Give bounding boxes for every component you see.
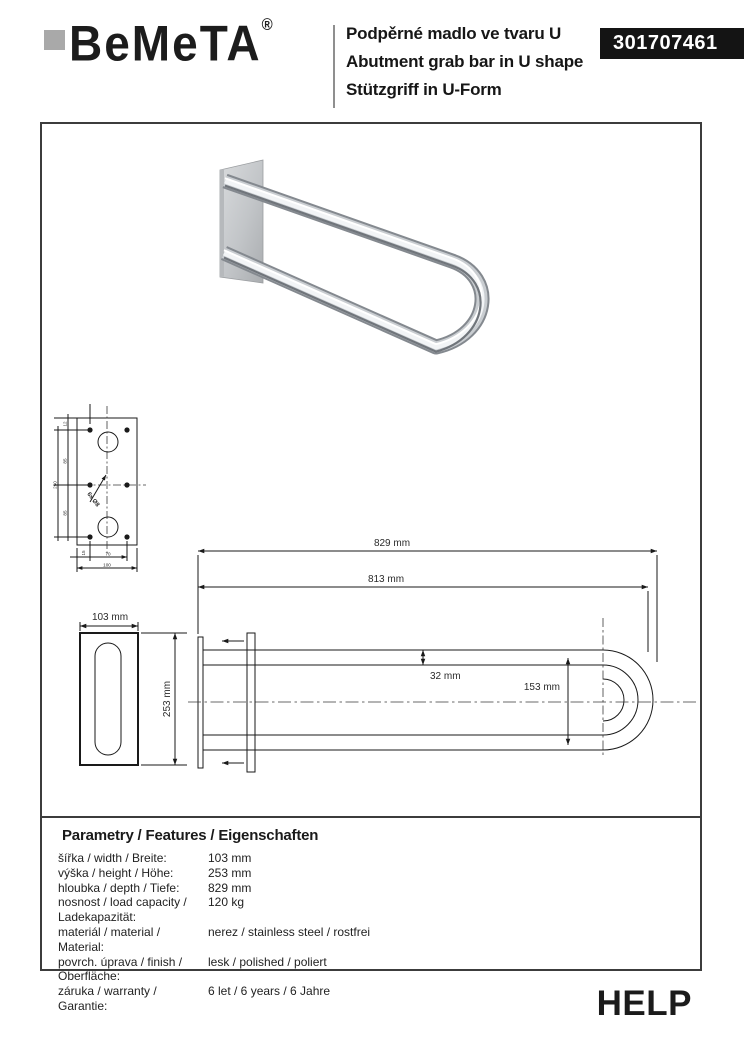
top-view-drawing: [185, 535, 702, 785]
plate-left-dimensions: [53, 404, 91, 541]
dim-gap-153: [524, 658, 568, 745]
table-row: [58, 866, 658, 881]
parameters-title: Parametry / Features / Eigenschaften: [62, 827, 319, 844]
param-label: nosnost / load capacity / Ladekapazität:: [58, 895, 187, 925]
plate-hole-callout: [85, 475, 106, 509]
plate-centerlines: [68, 406, 146, 556]
table-row: [58, 851, 658, 866]
product-code-badge: 301707461: [600, 28, 744, 59]
side-view-height-label: 253 mm: [162, 680, 173, 718]
table-row: [58, 955, 658, 985]
table-row: [58, 925, 658, 955]
dim-label-85-upper: 85: [62, 458, 68, 464]
parameters-divider: [40, 816, 702, 818]
parameters-table: [58, 851, 658, 1014]
side-view-width-label: 103 mm: [91, 612, 129, 623]
brand-logo: [69, 14, 273, 72]
param-value: 253 mm: [208, 865, 252, 880]
side-view-drawing: [52, 600, 188, 780]
product-titles: [346, 20, 583, 104]
table-row: [58, 895, 658, 925]
header-divider: [333, 25, 335, 108]
dim-label-12: 12: [62, 421, 68, 427]
top-view-flange: [198, 637, 203, 768]
param-label: šířka / width / Breite:: [58, 851, 167, 865]
param-value: 103 mm: [208, 851, 252, 865]
param-value: 120 kg: [208, 895, 245, 910]
param-value: 829 mm: [208, 880, 252, 895]
param-label: záruka / warranty / Garantie:: [58, 984, 157, 1013]
brand-logo-square: [44, 30, 65, 50]
top-view-tubes: [203, 650, 603, 750]
side-view-slot: [95, 643, 121, 755]
dim-153-label: 153 mm: [523, 682, 560, 693]
param-label: povrch. úprava / finish / Oberfläche:: [58, 954, 183, 984]
dim-813-label: 813 mm: [367, 574, 405, 585]
product-photo: [165, 140, 510, 425]
dim-bar-813: [198, 574, 648, 652]
dim-label-100: 100: [103, 562, 111, 568]
side-view-height-dimension: [141, 633, 187, 765]
side-view-width-dimension: [80, 622, 138, 631]
product-title-de: Stützgriff in U-Form: [346, 80, 502, 99]
table-row: [58, 881, 658, 896]
plate-screw-holes: [87, 427, 129, 539]
param-label: výška / height / Höhe:: [58, 865, 174, 880]
dim-overall-829: [198, 538, 657, 662]
dim-tube-32: [423, 650, 461, 682]
dim-32-label: 32 mm: [430, 671, 461, 682]
series-name: HELP: [596, 984, 692, 1023]
side-view-plate-outline: [80, 633, 138, 765]
dim-829-label: 829 mm: [373, 538, 411, 549]
param-label: hloubka / depth / Tiefe:: [58, 880, 180, 895]
plate-hole-callout-label: 6x Ø8: [85, 491, 101, 509]
param-value: nerez / stainless steel / rostfrei: [208, 924, 371, 939]
table-row: [58, 984, 658, 1014]
plate-front-drawing: [45, 398, 190, 583]
product-title-cs: Podpěrné madlo ve tvaru U: [346, 24, 562, 43]
param-label: materiál / material / Material:: [58, 924, 161, 954]
param-value: lesk / polished / poliert: [208, 954, 327, 969]
top-view-u-bend: [603, 618, 653, 756]
product-title-en: Abutment grab bar in U shape: [346, 52, 584, 71]
param-value: 6 let / 6 years / 6 Jahre: [208, 984, 331, 999]
dim-label-70: 70: [105, 551, 111, 557]
dim-label-85-lower: 85: [62, 510, 68, 516]
dim-label-250: 250: [52, 481, 58, 489]
dim-label-15: 15: [81, 550, 86, 556]
plate-bottom-dimensions: [70, 541, 137, 572]
brand-logo-text: BeMeTA: [69, 15, 262, 72]
top-view-wall-plate: [247, 633, 255, 772]
registered-trademark-icon: ®: [261, 16, 273, 35]
plate-tube-holes: [98, 432, 118, 537]
